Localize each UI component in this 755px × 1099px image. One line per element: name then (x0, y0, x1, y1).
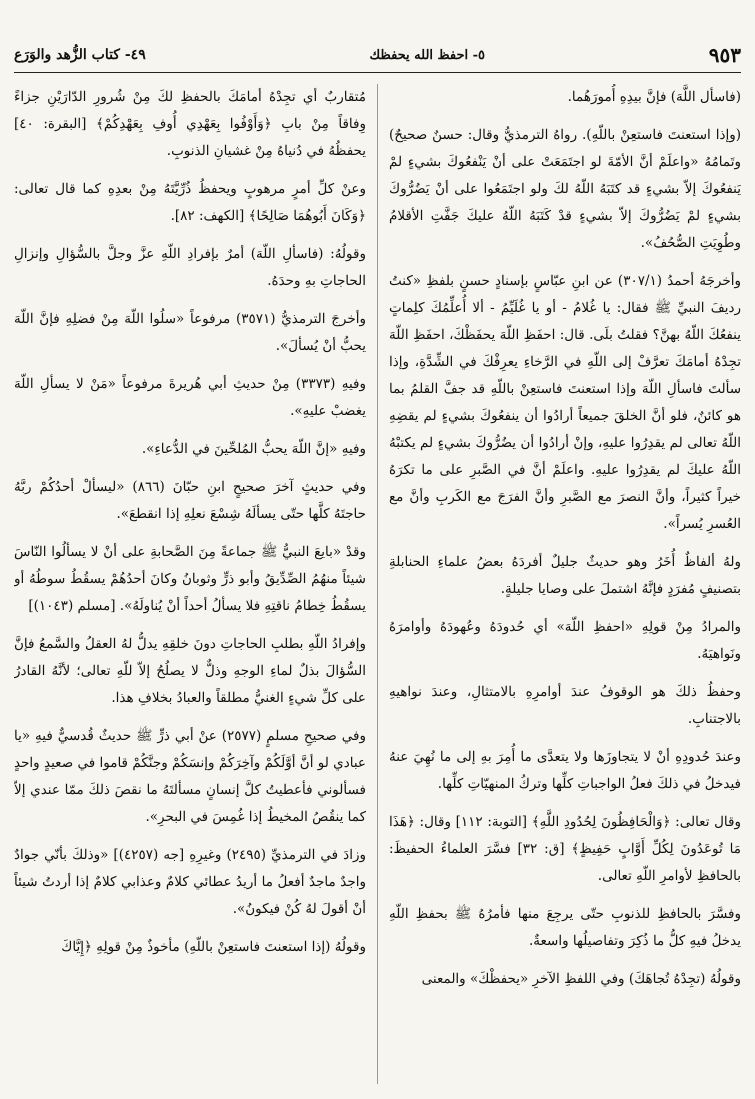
paragraph: وحفظُ ذلكَ هو الوقوفُ عندَ أوامرِهِ بالامتثالِ، وعندَ نواهيهِ بالاجتنابِ. (389, 684, 741, 727)
paragraph: وعندَ حُدودِهِ أنْ لا يتجاوزَها ولا يتعدَّى ما أُمِرَ بهِ إلى ما نُهِيَ عنهُ فيدخلُ في ذلكَ فعلُ الواجباتِ كلِّها وتركُ المنهيّاتِ كلِّها. (389, 749, 741, 792)
paragraph: مُتقاربٌ أي تجِدْهُ أمامَكَ بالحفظِ لكَ مِنْ شُرورِ الدّارَيْنِ جزاءً وِفاقاً مِنْ بابِ ﴿وَأَوْفُوا بِعَهْدِي أُوفِ بِعَهْدِكُمْ﴾ [البقرة: ٤٠] يحفظُهُ في دُنياهُ مِنْ غشيانِ الذنوبِ. (14, 89, 366, 159)
paragraph: وفيهِ «إنَّ اللّهَ يحبُّ المُلحِّينَ في الدُّعاءِ». (141, 441, 366, 457)
paragraph: وقال تعالى: ﴿وَالْحَافِظُونَ لِحُدُودِ اللَّهِ﴾ [التوبة: ١١٢] وقال: ﴿هَذَا مَا تُوعَدُونَ لِكُلِّ أَوَّابٍ حَفِيظٍ﴾ [ق: ٣٢] فسَّرَ العلماءُ الحفيظَ: بالحافظِ لأوامرِ اللّهِ تعالى. (389, 814, 741, 884)
paragraph: ولهُ ألفاظٌ أُخَرُ وهو حديثٌ جليلٌ أفردَهُ بعضُ علماءِ الحنابلةِ بتصنيفٍ مُفرَدٍ فإنَّهُ اشتملَ على وصايا جليلةٍ. (389, 554, 741, 597)
paragraph: وأخرجَ الترمذيُّ (٣٥٧١) مرفوعاً «سلُوا اللّهَ مِنْ فضلِهِ فإنَّ اللّهَ يحبُّ أنْ يُسألَ». (14, 311, 366, 354)
column-divider (377, 84, 378, 1084)
paragraph: (فاسأل اللَّهَ) فإنَّ بيدِهِ أُمورَهُما. (567, 89, 741, 105)
section-title: ٥- احفظ الله يحفظك (369, 47, 486, 63)
paragraph: وعنْ كلِّ أمرٍ مرهوبٍ ويحفظُ ذُرِّيَّتَهُ مِنْ بعدِهِ كما قال تعالى: ﴿وَكَانَ أَبُوهُمَا صَالِحًا﴾ [الكهف: ٨٢]. (14, 181, 366, 224)
paragraph: وقدْ «بايعَ النبيُّ ﷺ جماعةً مِنَ الصَّحابةِ على أنْ لا يسألُوا النّاسَ شيئاً منهُمُ الصِّدِّيقُ وأبو ذرٍّ وثوبانُ وكانَ أحدُهُمْ يسقُطُ سوطُهُ أو يسقُطُ خِطامُ ناقتِهِ فلا يسألُ أحداً أنْ يُناولَهُ». [مسلم (١٠٤٣)] (14, 544, 366, 614)
paragraph: وقولُهُ: (فاسألِ اللّهَ) أمرٌ بإفرادِ اللّهِ عزَّ وجلَّ بالسُّؤالِ وإنزالِ الحاجاتِ بهِ وحدَهُ. (14, 246, 366, 289)
right-column (389, 84, 741, 1089)
header-rule (14, 72, 741, 73)
page-header (14, 38, 741, 72)
paragraph: وأخرجَهُ أحمدُ (٣٠٧/١) عن ابنِ عبّاسٍ بإسنادٍ حسنٍ بلفظِ «كنتُ رديفَ النبيِّ ﷺ فقال: يا غُلامُ - أو يا غُلَيِّمُ - ألا أُعلِّمُكَ كلِماتٍ ينفعُكَ اللّهُ بهنَّ؟ فقلتُ بلَى. قال: احفَظِ اللّهَ يحفَظْكَ، احفَظِ اللّهَ تجِدْهُ أمامَكَ تعرَّفْ إلى اللّهِ في الرَّخاءِ يعرِفْكَ في الشِّدَّةِ، وإذا سألتَ فاسألِ اللّهَ وإذا استعنتَ فاستعِنْ باللّهِ قد جفَّ القلمُ بما هو كائنٌ، فلو أنَّ الخلقَ جميعاً أرادُوا أن ينفعُوكَ بشيءٍ لم يقضِهِ اللّهُ تعالى لم يقدِرُوا عليهِ، وإنْ أرادُوا أن يضُرُّوكَ بشيءٍ لم يكتبْهُ اللّهُ عليكَ لم يقدِرُوا عليهِ. واعلَمْ أنَّ في الصَّبرِ على ما تكرَهُ خيراً كثيراً، وأنَّ النصرَ مع الصَّبرِ وأنَّ الفرَجَ مع الكَربِ وأنَّ مع العُسرِ يُسراً». (389, 273, 741, 532)
paragraph: (وإذا استعنتَ فاستعِنْ باللّهِ). رواهُ الترمذيُّ وقال: حسنٌ صحيحٌ) وتَمامُهُ «واعلَمْ أنَّ الأمّةَ لو اجتَمَعَتْ على أنْ يَنْفعُوكَ بشيءٍ لمْ يَنفعُوكَ إلاّ بشيءٍ قد كتَبَهُ اللّهُ لكَ ولو اجتَمَعُوا على أنْ يَضُرُّوكَ بشيءٍ لمْ يَضُرُّوكَ إلاّ بشيءٍ قدْ كَتَبَهُ اللّهُ عليكَ جَفَّتِ الأقلامُ وطُوِيَتِ الصُّحُفُ». (389, 127, 741, 251)
page-number: ٩٥٣ (708, 43, 741, 67)
paragraph: وإفرادُ اللّهِ بطلبِ الحاجاتِ دونَ خلقِهِ يدلُّ لهُ العقلُ والسَّمعُ فإنَّ السُّؤالَ بذلٌ لماءِ الوجهِ وذلٌّ لا يصلُحُ إلاّ للّهِ تعالى؛ لأنَّهُ القادرُ على كلِّ شيءٍ الغنيُّ مطلقاً والعبادُ بخلافِ هذا. (14, 636, 366, 706)
paragraph: والمرادُ مِنْ قولِهِ «احفظِ اللّهَ» أي حُدودَهُ وعُهودَهُ وأوامرَهُ ونَواهيَهُ. (389, 619, 741, 662)
paragraph: وفيهِ (٣٣٧٣) مِنْ حديثِ أبي هُريرةَ مرفوعاً «مَنْ لا يسألِ اللّهَ يغضبْ عليهِ». (14, 376, 366, 419)
book-title: ٤٩- كتاب الزُّهد والوَرَع (14, 47, 146, 63)
paragraph: وزادَ في الترمذيِّ (٢٤٩٥) وغيرِهِ [جه (٤٢٥٧)] «وذلكَ بأنّي جوادٌ واجدٌ ماجدٌ أفعلُ ما أريدُ عطائي كلامٌ وعذابي كلامٌ إذا أردتُ شيئاً أنْ أقولَ لهُ كُنْ فيكونُ». (14, 847, 366, 917)
paragraph: وفي صحيحِ مسلمٍ (٢٥٧٧) عنْ أبي ذرٍّ ﷺ حديثٌ قُدسيٌّ فيهِ «يا عبادي لو أنَّ أوَّلَكُمْ وآخِرَكُمْ وإنسَكُمْ وجنَّكُمْ قاموا في صعيدٍ واحدٍ فسألوني فأعطيتُ كلَّ إنسانٍ مسألتَهُ ما نقصَ ذلكَ ممّا عندي إلاّ كما ينقُصُ المخيطُ إذا غُمِسَ في البحرِ». (14, 728, 366, 825)
paragraph: وقولُهُ (إذا استعنتَ فاستعِنْ باللّهِ) مأخوذٌ مِنْ قولِهِ ﴿إِيَّاكَ (61, 939, 366, 955)
paragraph: وقولُهُ (تجِدْهُ تُجاهَكَ) وفي اللفظِ الآخرِ «يحفظْكَ» والمعنى (421, 971, 741, 987)
paragraph: وفسَّرَ بالحافظِ للذنوبِ حتّى يرجِعَ منها فأمرُهُ ﷺ بحفظِ اللّهِ يدخلُ فيهِ كلُّ ما ذُكِرَ وتفاصيلُها واسعةٌ. (389, 906, 741, 949)
left-column (14, 84, 366, 1089)
paragraph: وفي حديثٍ آخرَ صحيحٍ ابنِ حبّانَ (٨٦٦) «ليسألْ أحدُكُمْ ربَّهُ حاجتَهُ كلَّها حتّى يسألَهُ شِسْعَ نعلِهِ إذا انقطعَ». (14, 479, 366, 522)
